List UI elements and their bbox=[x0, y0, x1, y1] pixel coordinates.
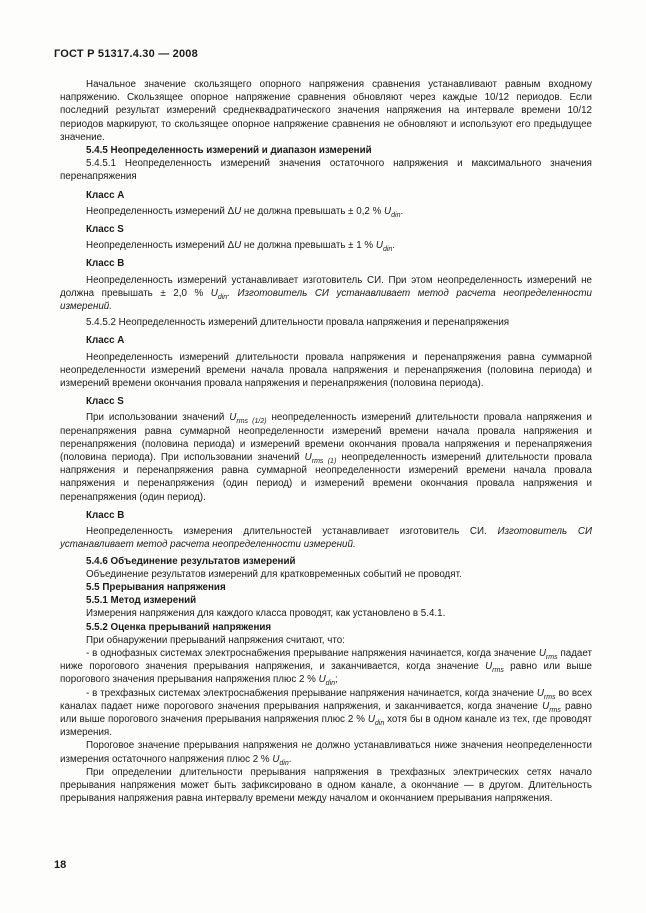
section-5-5-1-text: Измерения напряжения для каждого класса проводят, как установлено в 5.4.1. bbox=[86, 608, 446, 620]
class-s-text: Неопределенность измерений ΔU не должна превышать ± 1 % $U_{din}$. bbox=[86, 240, 396, 254]
class-b-text: Неопределенность измерений устанавливает изготовитель СИ. При этом неопределенность измерений не должна превышать ± 2,0 % $U_{din}$. Изготовитель СИ устанавливает метод расчета неопределенности измерений. bbox=[60, 274, 593, 313]
class-b2-text: Неопределенность измерения длительностей устанавливает изготовитель СИ. Изготовитель СИ устанавливает метод расчета неопределенности измерений. bbox=[60, 526, 593, 551]
class-a2-label: Класс А bbox=[86, 335, 125, 347]
class-a-text: Неопределенность измерений ΔU не должна превышать ± 0,2 % $U_{din}$. bbox=[86, 205, 404, 219]
section-5-5-title: 5.5 Прерывания напряжения bbox=[86, 581, 226, 593]
section-5-4-5-1: 5.4.5.1 Неопределенность измерений значения остаточного напряжения и максимального значения перенапряжения bbox=[60, 158, 592, 183]
class-s2-label: Класс S bbox=[86, 396, 124, 408]
bullet-single-phase: - в однофазных системах электроснабжения прерывание напряжения начинается, когда значение $U_{rms}$ падает ниже порогового значения прерывания напряжения, и заканчивается, когда значение $U_{rms}$ равно или выше порогового значения прерывания напряжения плюс 2 % $U_{din}$; bbox=[60, 647, 592, 688]
document-header: ГОСТ Р 51317.4.30 — 2008 bbox=[54, 48, 198, 60]
section-5-4-5-2: 5.4.5.2 Неопределенность измерений длительности провала напряжения и перенапряжения bbox=[86, 317, 510, 329]
section-5-5-2-title: 5.5.2 Оценка прерываний напряжения bbox=[86, 621, 272, 633]
page-number: 18 bbox=[54, 859, 67, 871]
class-b2-label: Класс В bbox=[86, 509, 125, 521]
section-5-4-5-title: 5.4.5 Неопределенность измерений и диапазон измерений bbox=[86, 145, 372, 157]
paragraph-duration: При определении длительности прерывания напряжения в трехфазных электрических сетях начало прерывания напряжения может быть зафиксировано в одном канале, а окончание — в другом. Длительность прерывания напряжения равна интервалу времени между началом и окончанием прерывания напряжения. bbox=[60, 766, 592, 805]
class-s-label: Класс S bbox=[86, 224, 124, 236]
paragraph-threshold: Пороговое значение прерывания напряжения не должно устанавливаться ниже значения неопределенности измерения остаточного напряжения плюс 2 % $U_{din}$. bbox=[60, 740, 592, 767]
document-body bbox=[60, 78, 592, 805]
paragraph-intro: Начальное значение скользящего опорного напряжения сравнения устанавливают равным входному напряжению. Скользящее опорное напряжение сравнения обновляют через каждые 10/12 периодов. Если последний результат измерений среднеквадратического значения напряжения на интервале времени 10/12 периодов маркируют, то скользящее опорное напряжение сравнения не обновляют и используют его предыдущее значение. bbox=[60, 79, 592, 143]
class-a-label: Класс А bbox=[86, 189, 125, 201]
section-5-4-6-text: Объединение результатов измерений для кратковременных событий не проводят. bbox=[86, 568, 462, 580]
section-5-4-6-title: 5.4.6 Объединение результатов измерений bbox=[86, 555, 296, 567]
section-5-5-2-intro: При обнаружении прерываний напряжения считают, что: bbox=[86, 634, 345, 646]
class-a2-text: Неопределенность измерений длительности провала напряжения и перенапряжения равна суммарной неопределенности измерений времени начала провала напряжения и перенапряжения (половина периода) и измерений времени окончания провала напряжения и перенапряжения (половина периода). bbox=[60, 351, 592, 390]
section-5-5-1-title: 5.5.1 Метод измерений bbox=[86, 595, 197, 607]
class-s2-text: При использовании значений $U_{rms (1/2)}$ неопределенность измерений длительности провала напряжения и перенапряжения равна суммарной неопределенности измерений времени начала провала напряжения и перенапряжения (половина периода) и измерений времени окончания провала напряжения и перенапряжения (половина периода). При использовании значений $U_{rms (1)}$ неопределенность измерений длительности провала напряжения и перенапряжения равна суммарной неопределенности измерений времени начала провала напряжения и перенапряжения (один период) и измерений времени окончания провала напряжения и перенапряжения (один период). bbox=[60, 412, 592, 503]
class-b-label: Класс В bbox=[86, 258, 125, 270]
bullet-three-phase: - в трехфазных системах электроснабжения прерывание напряжения начинается, когда значение $U_{rms}$ во всех каналах падает ниже порогового значения прерывания напряжения, и заканчивается, когда значение $U_{rms}$ равно или выше порогового значения прерывания напряжения плюс 2 % $U_{din}$ хотя бы в одном канале из тех, где проводят измерения. bbox=[60, 687, 593, 739]
